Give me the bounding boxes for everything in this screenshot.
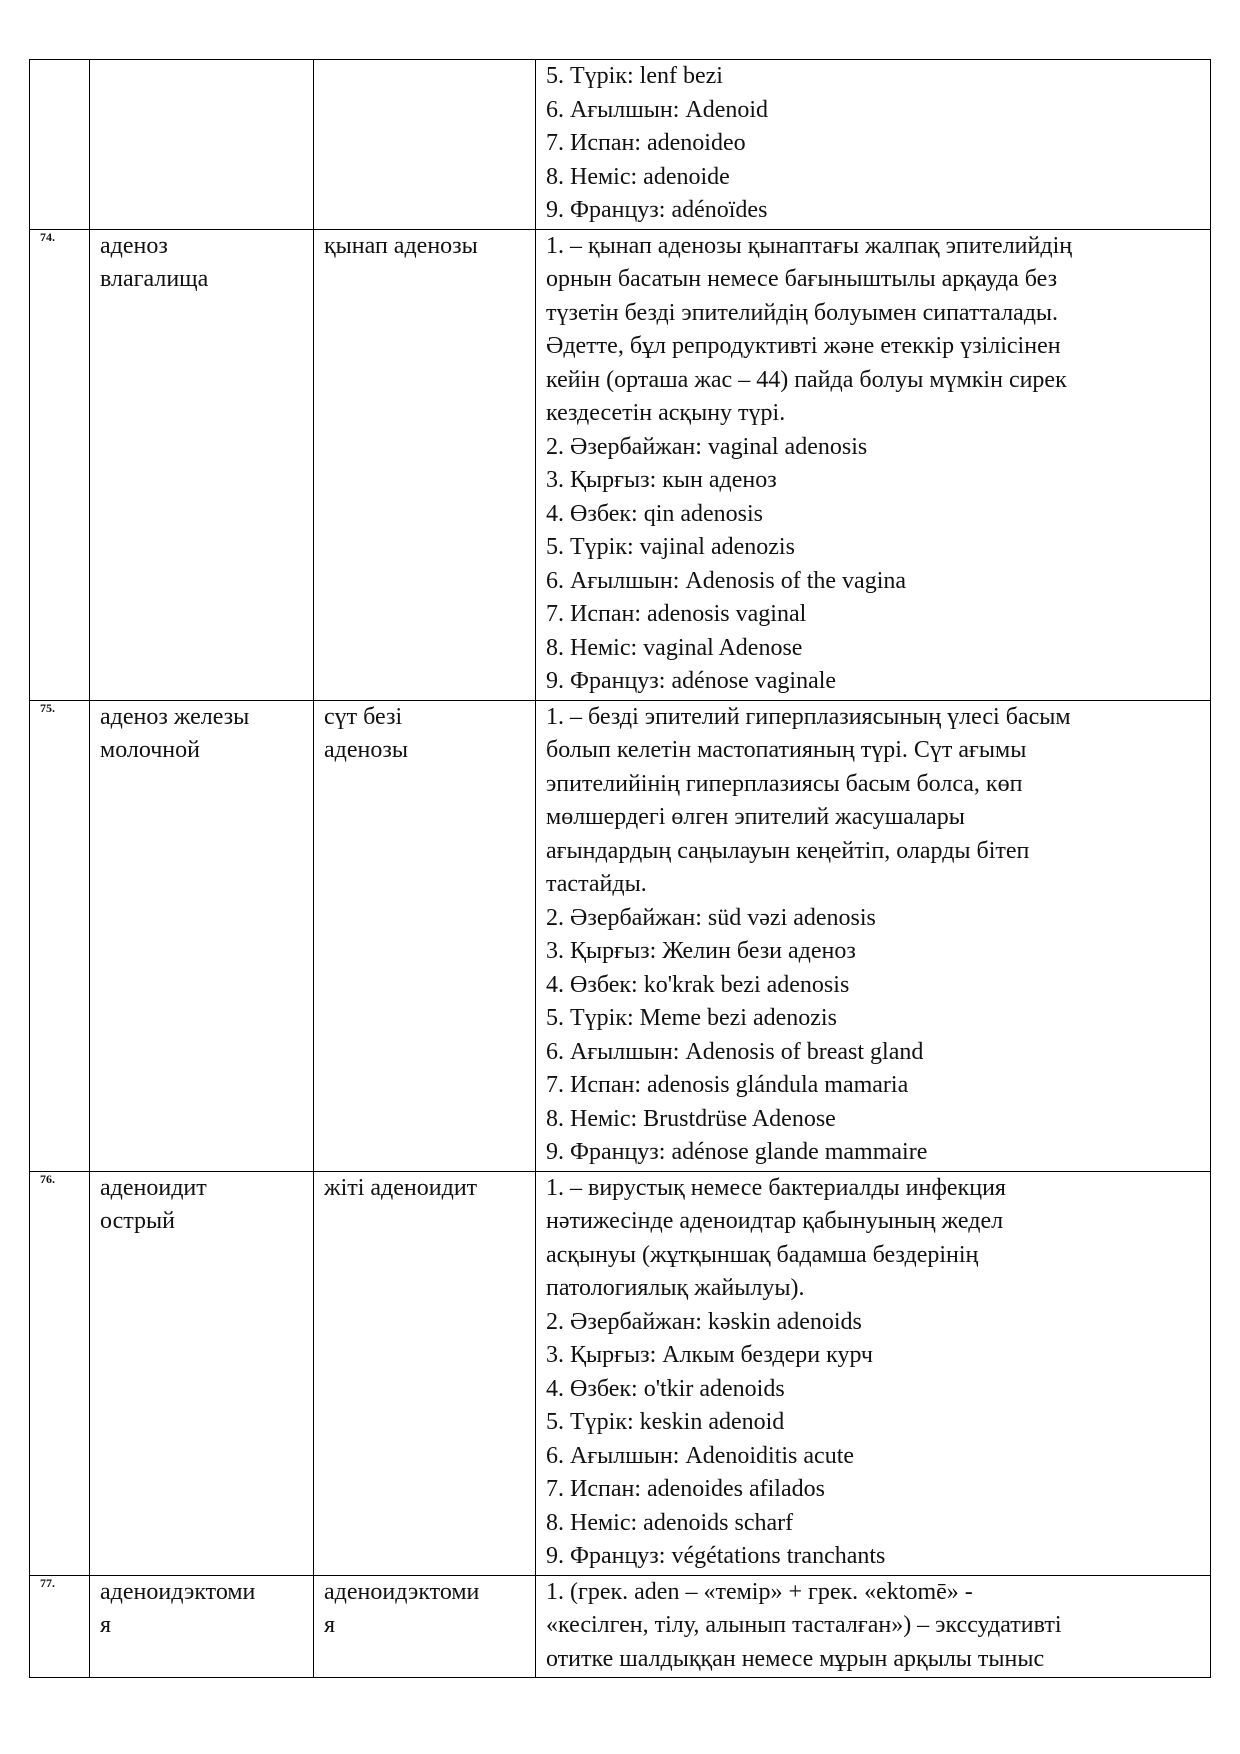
term-number: 77.	[30, 1575, 90, 1678]
definition-line: 4. Өзбек: ko'krak bezi adenosis	[546, 971, 850, 998]
definition-line: асқынуы (жұтқыншақ бадамша бездерінің	[546, 1241, 979, 1268]
definition-line: 9. Француз: adénose glande mammaire	[546, 1139, 928, 1165]
definition-line: 9. Француз: végétations tranchants	[546, 1543, 886, 1569]
definition-line: болып келетін мастопатияның түрі. Сүт ағымы	[546, 737, 1027, 763]
definition-line: 6. Ағылшын: Adenoid	[546, 96, 769, 123]
definition-line: 5. Түрік: keskin adenoid	[546, 1409, 785, 1435]
kazakh-term-cell	[314, 700, 536, 1171]
russian-term-cell	[90, 700, 314, 1171]
definition-line: 5. Түрік: Meme bezi adenozis	[546, 1005, 837, 1031]
kazakh-term-cell	[314, 1575, 536, 1678]
definition-line: патологиялық жайылуы).	[546, 1275, 805, 1301]
russian-term-line: я	[100, 1612, 112, 1638]
definition-line: 6. Ағылшын: Adenosis of breast gland	[546, 1038, 924, 1065]
russian-term-line: острый	[100, 1208, 175, 1234]
definition-line: 1. – қынап аденозы қынаптағы жалпақ эпителийдің	[546, 232, 1073, 259]
definition-line: кездесетін асқыну түрі.	[546, 400, 786, 426]
definition-line: 6. Ағылшын: Adenoiditis acute	[546, 1442, 855, 1469]
russian-term-line: влагалища	[100, 266, 209, 292]
definition-line: эпителийінің гиперплазиясы басым болса, көп	[546, 770, 1023, 797]
definition-cell	[536, 1575, 1211, 1678]
table-row	[30, 60, 1211, 230]
definition-cell	[536, 700, 1211, 1171]
definition-cell	[536, 1171, 1211, 1575]
table-row	[30, 1171, 1211, 1575]
kazakh-term-line: жіті аденоидит	[324, 1174, 478, 1201]
kazakh-term-cell	[314, 229, 536, 700]
table-body	[30, 60, 1211, 1678]
definition-line: мөлшердегі өлген эпителий жасушалары	[546, 804, 965, 830]
terminology-table	[29, 59, 1211, 1678]
kazakh-term-line: аденозы	[324, 737, 408, 763]
kazakh-term-line: я	[324, 1612, 336, 1638]
definition-line: 1. – вирустық немесе бактериалды инфекция	[546, 1174, 1006, 1201]
definition-line: 3. Қырғыз: Алкым бездери курч	[546, 1342, 873, 1368]
definition-line: 9. Француз: adénoïdes	[546, 197, 768, 223]
term-number: 75.	[30, 700, 90, 1171]
definition-line: «кесілген, тілу, алынып тасталған») – экссудативті	[546, 1612, 1062, 1638]
definition-line: отитке шалдыққан немесе мұрын арқылы тыныс	[546, 1645, 1045, 1672]
definition-line: 5. Түрік: lenf bezi	[546, 63, 723, 89]
definition-line: орнын басатын немесе бағыныштылы арқауда без	[546, 266, 1058, 292]
definition-line: 3. Қырғыз: Желин бези аденоз	[546, 938, 856, 964]
definition-cell	[536, 60, 1211, 230]
definition-line: кейін (орташа жас – 44) пайда болуы мүмкін сирек	[546, 366, 1067, 393]
definition-line: 9. Француз: adénose vaginale	[546, 668, 837, 694]
definition-line: ағындардың саңылауын кеңейтіп, оларды бітеп	[546, 837, 1030, 864]
definition-line: тастайды.	[546, 871, 647, 897]
definition-line: 8. Неміс: adenoide	[546, 163, 730, 190]
definition-line: 1. (грек. aden – «темір» + грек. «ektomē» -	[546, 1578, 973, 1605]
definition-line: 7. Испан: adenosis glándula mamaria	[546, 1072, 909, 1098]
russian-term-cell	[90, 1171, 314, 1575]
russian-term-line: аденоз	[100, 232, 168, 259]
definition-line: 7. Испан: adenoideo	[546, 130, 746, 156]
definition-line: 3. Қырғыз: кын аденоз	[546, 467, 777, 493]
definition-line: 4. Өзбек: qin adenosis	[546, 500, 764, 527]
definition-line: түзетін безді эпителийдің болуымен сипатталады.	[546, 299, 1059, 326]
definition-line: 2. Әзербайжан: kəskin adenoids	[546, 1308, 862, 1335]
definition-line: 8. Неміс: vaginal Adenose	[546, 634, 803, 661]
table-row	[30, 229, 1211, 700]
definition-line: 7. Испан: adenosis vaginal	[546, 601, 807, 627]
kazakh-term-line: аденоидэктоми	[324, 1578, 480, 1605]
definition-line: 2. Әзербайжан: süd vəzi adenosis	[546, 904, 876, 931]
term-number: 74.	[30, 229, 90, 700]
russian-term-line: аденоидэктоми	[100, 1578, 256, 1605]
russian-term-line: аденоз железы	[100, 703, 250, 730]
russian-term-line: молочной	[100, 737, 200, 763]
kazakh-term-cell	[314, 1171, 536, 1575]
definition-line: 4. Өзбек: o'tkir adenoids	[546, 1375, 785, 1402]
russian-term-cell	[90, 1575, 314, 1678]
kazakh-term-line: қынап аденозы	[324, 232, 478, 259]
term-number	[30, 60, 90, 230]
russian-term-cell	[90, 60, 314, 230]
kazakh-term-cell	[314, 60, 536, 230]
table-row	[30, 700, 1211, 1171]
table-row	[30, 1575, 1211, 1678]
russian-term-line: аденоидит	[100, 1174, 207, 1201]
russian-term-cell	[90, 229, 314, 700]
definition-line: 5. Түрік: vajinal adenozis	[546, 534, 795, 560]
definition-line: 1. – безді эпителий гиперплазиясының үлесі басым	[546, 703, 1071, 730]
definition-line: 8. Неміс: Brustdrüse Adenose	[546, 1105, 836, 1132]
definition-cell	[536, 229, 1211, 700]
definition-line: 2. Әзербайжан: vaginal adenosis	[546, 433, 868, 460]
definition-line: нәтижесінде аденоидтар қабынуының жедел	[546, 1208, 1004, 1234]
definition-line: 6. Ағылшын: Adenosis of the vagina	[546, 567, 907, 594]
definition-line: 7. Испан: adenoides afilados	[546, 1476, 825, 1502]
definition-line: 8. Неміс: adenoids scharf	[546, 1509, 794, 1536]
kazakh-term-line: сүт безі	[324, 703, 403, 730]
definition-line: Әдетте, бұл репродуктивті және етеккір үзілісінен	[546, 333, 1061, 359]
term-number: 76.	[30, 1171, 90, 1575]
